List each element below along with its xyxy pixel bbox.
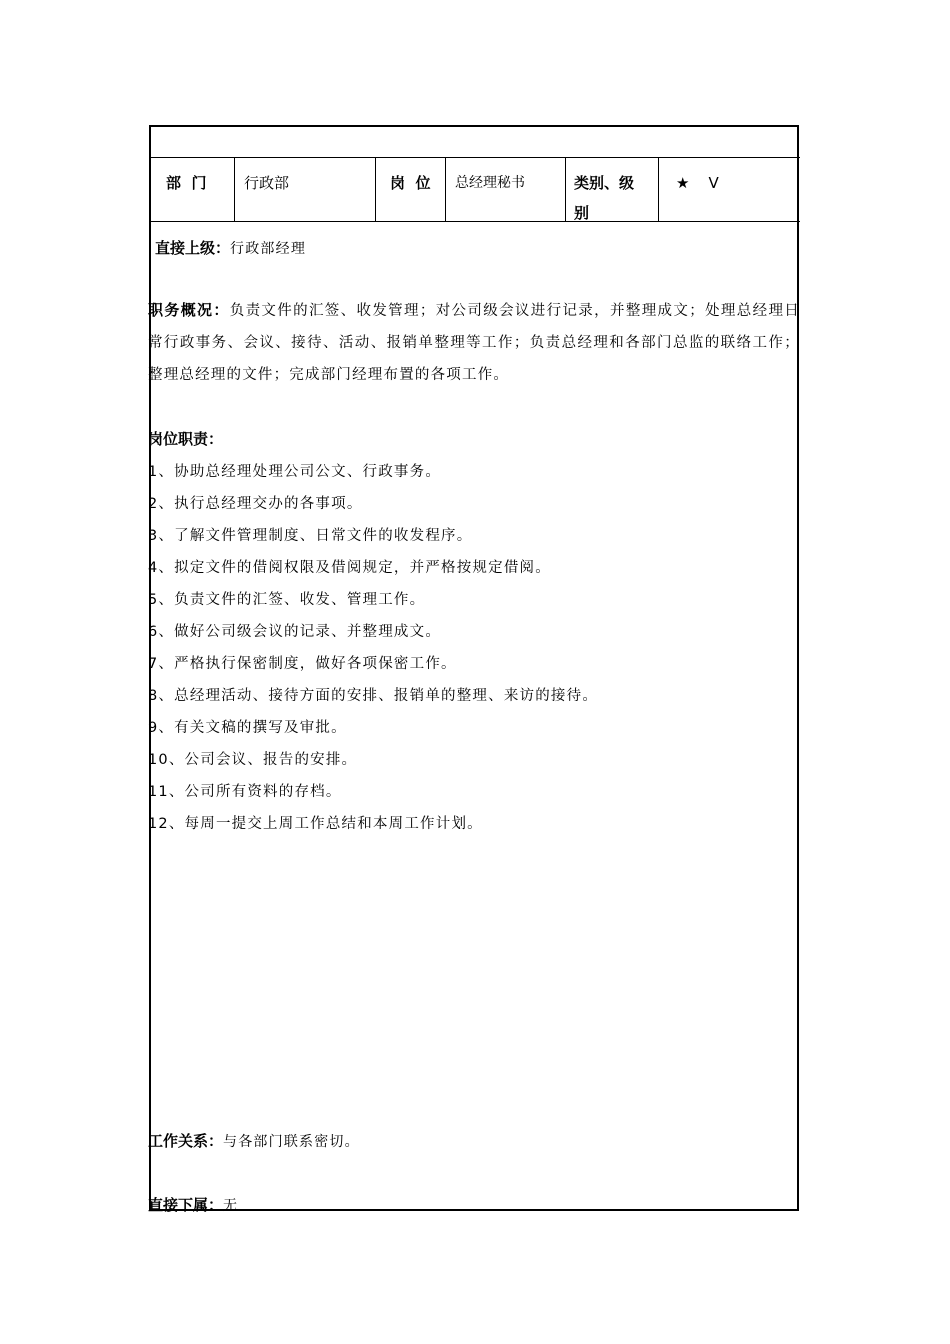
superior-label: 直接上级： bbox=[155, 239, 231, 257]
duty-item: 3、了解文件管理制度、日常文件的收发程序。 bbox=[148, 528, 473, 544]
cell-divider bbox=[658, 158, 659, 222]
duty-item: 6、做好公司级会议的记录、并整理成文。 bbox=[148, 624, 442, 640]
duty-item: 9、有关文稿的撰写及审批。 bbox=[148, 720, 347, 736]
overview-paragraph bbox=[148, 294, 800, 391]
cell-divider bbox=[234, 158, 235, 222]
overview-text: 负责文件的汇签、收发管理；对公司级会议进行记录，并整理成文；处理总经理日常行政事务、会议、接待、活动、报销单整理等工作；负责总经理和各部门总监的联络工作；整理总经理的文件；完成部门经理布置的各项工作。 bbox=[148, 303, 800, 383]
category-value: ★ V bbox=[676, 174, 719, 192]
category-label bbox=[574, 170, 634, 226]
category-label-line-2: 别 bbox=[574, 204, 590, 222]
superior-line bbox=[155, 237, 306, 258]
duty-item: 7、严格执行保密制度，做好各项保密工作。 bbox=[148, 656, 457, 672]
dept-value: 行政部 bbox=[244, 174, 290, 192]
relations-label: 工作关系： bbox=[148, 1132, 224, 1150]
cell-divider bbox=[565, 158, 566, 222]
cell-divider bbox=[375, 158, 376, 222]
superior-value: 行政部经理 bbox=[230, 241, 307, 257]
subordinates-line bbox=[148, 1194, 237, 1215]
duty-item: 2、执行总经理交办的各事项。 bbox=[148, 496, 363, 512]
duty-item: 4、拟定文件的借阅权限及借阅规定，并严格按规定借阅。 bbox=[148, 560, 551, 576]
duty-item: 12、每周一提交上周工作总结和本周工作计划。 bbox=[148, 816, 483, 832]
table-rule-top bbox=[149, 157, 800, 158]
subordinates-label: 直接下属： bbox=[148, 1196, 224, 1214]
relations-line bbox=[148, 1130, 360, 1151]
duty-item: 8、总经理活动、接待方面的安排、报销单的整理、来访的接待。 bbox=[148, 688, 599, 704]
overview-label: 职务概况： bbox=[148, 301, 230, 319]
duty-item: 5、负责文件的汇签、收发、管理工作。 bbox=[148, 592, 426, 608]
post-label: 岗 位 bbox=[390, 174, 431, 192]
post-value: 总经理秘书 bbox=[455, 175, 525, 191]
duty-item: 10、公司会议、报告的安排。 bbox=[148, 752, 358, 768]
table-rule-bottom bbox=[149, 221, 800, 222]
duty-item: 1、协助总经理处理公司公文、行政事务。 bbox=[148, 464, 442, 480]
subordinates-value: 无 bbox=[223, 1198, 238, 1214]
duties-heading bbox=[148, 428, 223, 449]
cell-divider bbox=[445, 158, 446, 222]
category-label-line-1: 类别、级 bbox=[574, 174, 635, 192]
dept-label: 部 门 bbox=[166, 174, 207, 192]
duty-item: 11、公司所有资料的存档。 bbox=[148, 784, 342, 800]
duties-label: 岗位职责： bbox=[148, 430, 224, 448]
relations-value: 与各部门联系密切。 bbox=[223, 1134, 360, 1150]
